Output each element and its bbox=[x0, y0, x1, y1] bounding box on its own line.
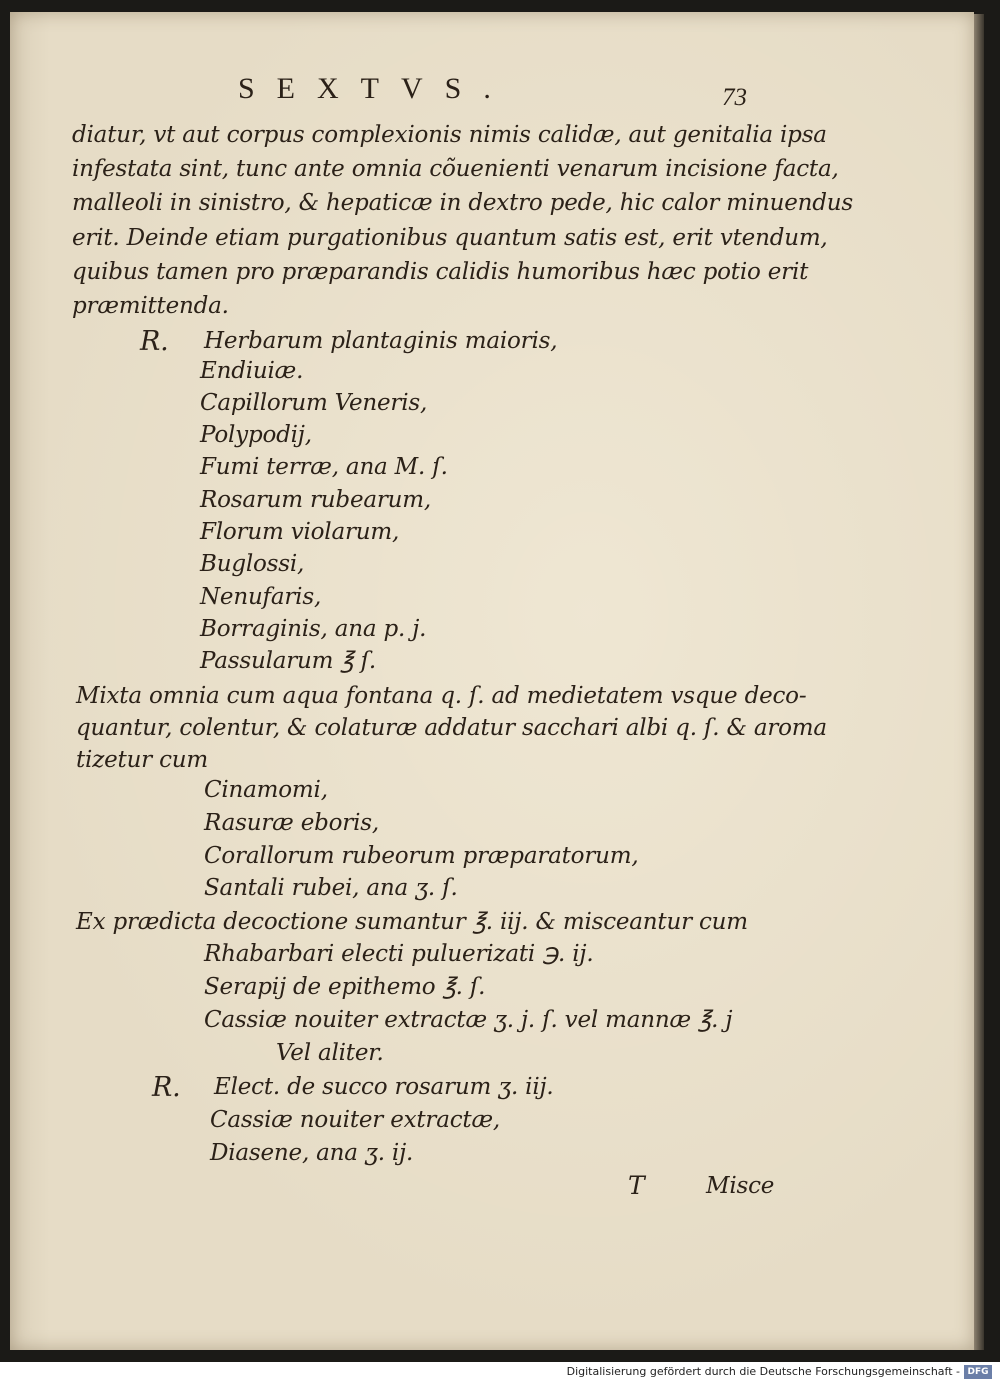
text-line: quantur, colentur, & colaturæ addatur sacchari albi q. ſ. & aroma bbox=[76, 715, 827, 741]
recipe-item: Cassiæ nouiter extractæ, bbox=[210, 1107, 500, 1133]
text-line: malleoli in sinistro, & hepaticæ in dextro pede, hic calor minuendus bbox=[72, 190, 853, 216]
catchword: Misce bbox=[706, 1173, 775, 1199]
recipe-item: Florum violarum, bbox=[200, 519, 400, 545]
recipe-item: Rosarum rubearum, bbox=[200, 487, 431, 513]
ingredient-item: Corallorum rubeorum præparatorum, bbox=[204, 843, 639, 869]
ingredient-item: Serapij de epithemo ℥. ſ. bbox=[204, 974, 486, 1000]
text-line: tizetur cum bbox=[76, 747, 208, 773]
recipe-item: Endiuiæ. bbox=[200, 358, 304, 384]
alt-heading: Vel aliter. bbox=[276, 1040, 384, 1066]
recipe-item: Nenufaris, bbox=[200, 584, 322, 610]
text-line: Mixta omnia cum aqua fontana q. ſ. ad medietatem vsque deco- bbox=[76, 683, 807, 709]
recipe-item: Fumi terræ, ana M. ſ. bbox=[200, 454, 448, 480]
recipe-item: Capillorum Veneris, bbox=[200, 390, 428, 416]
recipe-item: Diasene, ana ʒ. ij. bbox=[210, 1140, 414, 1166]
running-head: SEXTVS. bbox=[238, 72, 513, 105]
signature-mark: T bbox=[628, 1171, 645, 1200]
footer-bar bbox=[0, 1362, 1000, 1383]
text-line: infestata sint, tunc ante omnia cõuenienti venarum incisione facta, bbox=[72, 156, 839, 182]
recipe-item: Polypodij, bbox=[200, 422, 312, 448]
recipe-symbol: R. bbox=[152, 1072, 181, 1103]
page-edge-shadow bbox=[974, 14, 984, 1350]
page-number: 73 bbox=[722, 84, 747, 111]
recipe-item: Borraginis, ana p. j. bbox=[200, 616, 427, 642]
text-line: præmittenda. bbox=[72, 293, 229, 319]
ingredient-item: Rasuræ eboris, bbox=[204, 810, 379, 836]
ingredient-item: Cassiæ nouiter extractæ ʒ. j. ſ. vel mannæ ℥. j bbox=[204, 1007, 733, 1033]
recipe-item: Buglossi, bbox=[200, 551, 305, 577]
dfg-logo-icon: DFG bbox=[964, 1365, 992, 1379]
text-line: diatur, vt aut corpus complexionis nimis calidæ, aut genitalia ipsa bbox=[72, 122, 827, 148]
recipe-item: Herbarum plantaginis maioris, bbox=[204, 328, 558, 354]
ingredient-item: Rhabarbari electi puluerizati ℈. ij. bbox=[204, 941, 594, 967]
text-line: Ex prædicta decoctione sumantur ℥. iij. & misceantur cum bbox=[76, 909, 748, 935]
recipe-item: Elect. de succo rosarum ʒ. iij. bbox=[214, 1074, 554, 1100]
text-line: quibus tamen pro præparandis calidis humoribus hæc potio erit bbox=[72, 259, 809, 285]
recipe-item: Passularum ℥ ſ. bbox=[200, 648, 376, 674]
footer-credit: Digitalisierung gefördert durch die Deutsche Forschungsgemeinschaft - bbox=[566, 1365, 960, 1378]
recipe-symbol: R. bbox=[140, 326, 169, 357]
ingredient-item: Santali rubei, ana ʒ. ſ. bbox=[204, 875, 458, 901]
ingredient-item: Cinamomi, bbox=[204, 777, 328, 803]
text-line: erit. Deinde etiam purgationibus quantum satis est, erit vtendum, bbox=[72, 225, 828, 251]
